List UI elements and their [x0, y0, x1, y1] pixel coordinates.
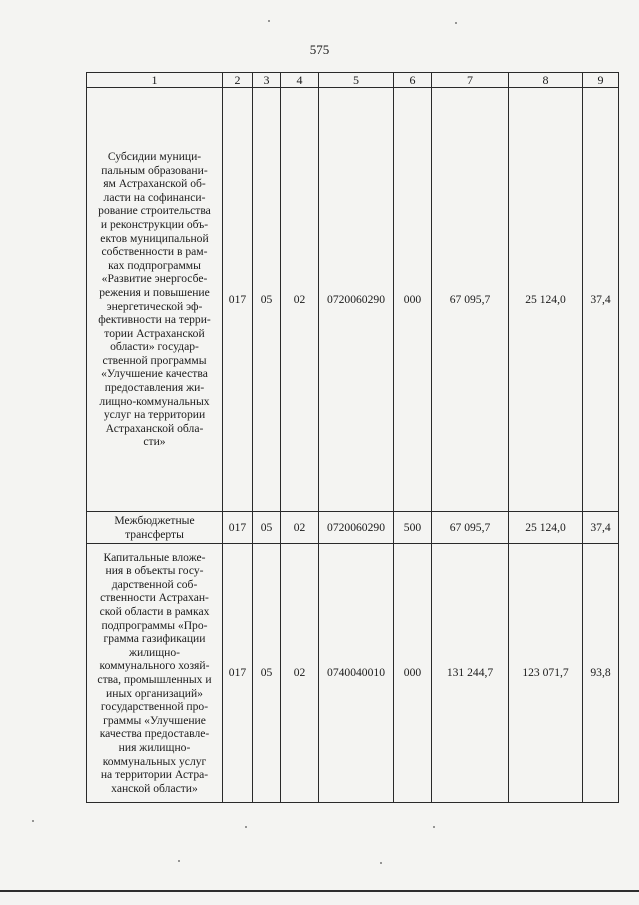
column-header: 2: [223, 73, 253, 88]
column-header: 4: [281, 73, 319, 88]
cell-col4: 02: [281, 512, 319, 544]
description-line: ласти на софинанси-: [103, 190, 206, 204]
description-line: подпрограммы «Про-: [101, 618, 208, 632]
cell-col9: 37,4: [583, 88, 619, 512]
description-line: грамма газификации: [103, 632, 206, 646]
cell-col8: 123 071,7: [509, 544, 583, 803]
column-header: 1: [87, 73, 223, 88]
description-line: ектов муниципальной: [100, 231, 209, 245]
row-description: [87, 512, 223, 544]
description-line: рование строительства: [98, 204, 211, 218]
row-description: [87, 544, 223, 803]
description-line: ям Астраханской об-: [103, 177, 206, 191]
description-line: услуг на территории: [103, 408, 206, 422]
scan-speck: [455, 22, 457, 24]
scan-speck: [380, 862, 382, 864]
description-line: на территории Астра-: [100, 768, 209, 782]
cell-col9: 93,8: [583, 544, 619, 803]
cell-col2: 017: [223, 544, 253, 803]
description-line: области» государ-: [110, 340, 199, 354]
column-header: 6: [394, 73, 432, 88]
scan-speck: [245, 826, 247, 828]
cell-col4: 02: [281, 88, 319, 512]
description-line: дарственной соб-: [111, 577, 198, 591]
description-line: собственности в рам-: [101, 245, 208, 259]
description-line: Астраханской обла-: [105, 421, 204, 435]
description-line: ственности Астрахан-: [100, 591, 209, 605]
description-line: государственной про-: [100, 700, 209, 714]
budget-table: [86, 72, 619, 803]
cell-col8: 25 124,0: [509, 512, 583, 544]
description-line: Капитальные вложе-: [103, 550, 206, 564]
row-description: [87, 88, 223, 512]
table-header-row: [87, 73, 619, 88]
cell-col3: 05: [253, 544, 281, 803]
description-line: ской области в рамках: [99, 605, 210, 619]
description-line: ния жилищно-: [118, 740, 191, 754]
column-header: 3: [253, 73, 281, 88]
description-line: сти»: [143, 435, 166, 449]
description-line: качества предоставле-: [99, 727, 210, 741]
description-line: ства, промышленных и: [97, 673, 212, 686]
cell-col2: 017: [223, 512, 253, 544]
description-line: Межбюджетные: [114, 513, 195, 527]
cell-col2: 017: [223, 88, 253, 512]
description-line: и реконструкции объ-: [100, 217, 209, 231]
description-line: ханской области»: [111, 781, 198, 795]
column-header: 5: [319, 73, 394, 88]
scan-speck: [32, 820, 34, 822]
cell-col3: 05: [253, 88, 281, 512]
table-row-capital: [87, 544, 619, 803]
cell-col5: 0720060290: [319, 512, 394, 544]
column-header: 8: [509, 73, 583, 88]
description-line: предоставления жи-: [104, 381, 205, 395]
description-line: «Развитие энергосбе-: [101, 272, 208, 286]
description-line: жилищно-: [129, 645, 180, 659]
description-line: фективности на терри-: [98, 313, 211, 327]
page-number: 575: [309, 42, 330, 57]
description-line: режения и повышение: [99, 285, 210, 299]
table-row-subsidy: [87, 88, 619, 512]
cell-col7: 131 244,7: [432, 544, 509, 803]
description-line: коммунального хозяй-: [99, 659, 210, 673]
description-line: граммы «Улучшение: [103, 713, 206, 727]
description-line: тории Астраханской: [104, 326, 205, 340]
cell-col7: 67 095,7: [432, 512, 509, 544]
column-header: 7: [432, 73, 509, 88]
description-line: лищно-коммунальных: [99, 394, 210, 408]
description-line: пальным образовани-: [101, 163, 208, 177]
cell-col6: 000: [394, 544, 432, 803]
scan-speck: [268, 20, 270, 22]
cell-col3: 05: [253, 512, 281, 544]
cell-col8: 25 124,0: [509, 88, 583, 512]
cell-col7: 67 095,7: [432, 88, 509, 512]
scan-speck: [178, 860, 180, 862]
description-line: коммунальных услуг: [102, 754, 207, 768]
description-line: «Улучшение качества: [101, 367, 208, 381]
description-line: иных организаций»: [106, 686, 203, 700]
scan-speck: [433, 826, 435, 828]
column-header: 9: [583, 73, 619, 88]
cell-col4: 02: [281, 544, 319, 803]
description-line: энергетической эф-: [106, 299, 203, 313]
cell-col5: 0740040010: [319, 544, 394, 803]
description-line: трансферты: [125, 527, 184, 541]
table-row-transfer: [87, 512, 619, 544]
cell-col6: 000: [394, 88, 432, 512]
cell-col9: 37,4: [583, 512, 619, 544]
cell-col5: 0720060290: [319, 88, 394, 512]
description-line: ственной программы: [102, 353, 207, 367]
cell-col6: 500: [394, 512, 432, 544]
description-line: Субсидии муници-: [107, 149, 202, 163]
description-line: ния в объекты госу-: [105, 564, 204, 578]
page-bottom-rule: [0, 890, 639, 892]
description-line: ках подпрограммы: [108, 258, 201, 272]
